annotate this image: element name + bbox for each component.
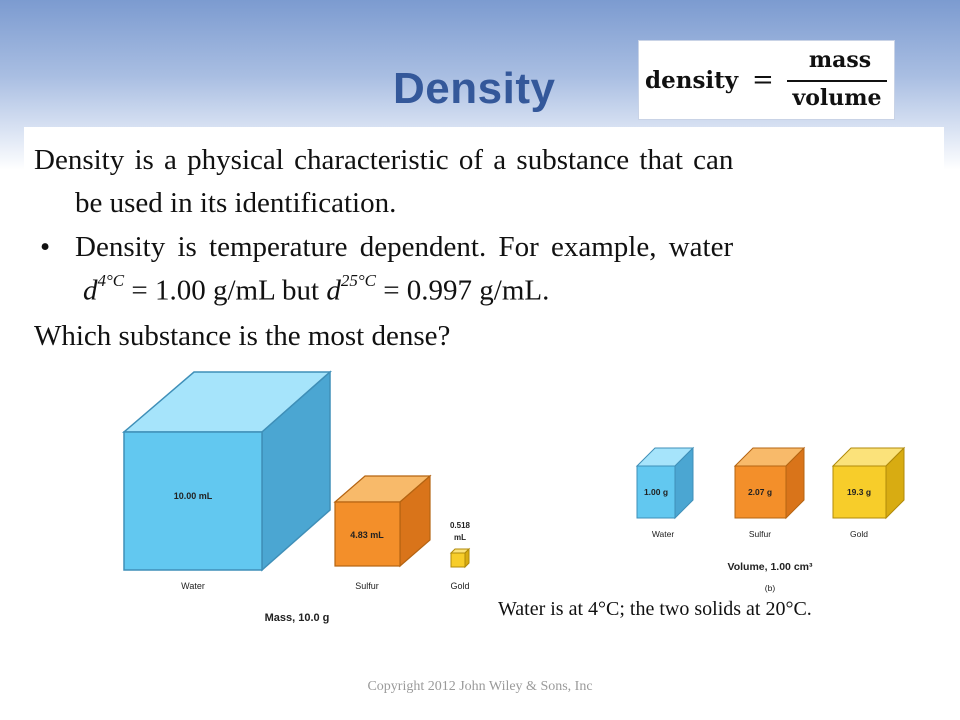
water-label: Water xyxy=(181,581,205,591)
temperature-superscript: 25°C xyxy=(340,271,376,290)
density-value-text: = 0.997 g/mL. xyxy=(375,274,550,307)
fraction-bar xyxy=(787,80,887,82)
copyright-notice: Copyright 2012 John Wiley & Sons, Inc xyxy=(367,679,593,694)
gold-volume-unit: mL xyxy=(454,533,466,542)
water-label: Water xyxy=(651,529,675,539)
gold-cube xyxy=(450,521,471,567)
density-symbol: d xyxy=(83,274,98,307)
sulfur-mass-label: 2.07 g xyxy=(747,487,773,497)
gold-cube-small xyxy=(833,448,904,518)
sulfur-label: Sulfur xyxy=(748,529,772,539)
sulfur-volume-label: 4.83 mL xyxy=(350,530,384,540)
density-symbol: d xyxy=(326,274,341,307)
figure-b-footer: Volume, 1.00 cm³ xyxy=(727,561,813,573)
body-line-4 xyxy=(83,271,550,308)
figure-a-footer: Mass, 10.0 g xyxy=(264,612,330,624)
water-mass-label: 1.00 g xyxy=(643,487,669,497)
sulfur-label: Sulfur xyxy=(355,581,379,591)
figure-equal-volume xyxy=(625,436,920,596)
density-formula xyxy=(638,40,895,120)
water-volume-label: 10.00 mL xyxy=(173,491,213,501)
sulfur-cube-small xyxy=(735,448,804,518)
density-value-text: = 1.00 g/mL but xyxy=(124,274,327,307)
slide-body xyxy=(24,127,944,357)
formula-density: density xyxy=(645,67,739,94)
temperature-superscript: 4°C xyxy=(97,271,125,290)
body-line-3: Density is temperature dependent. For example, water xyxy=(75,231,734,263)
gold-label: Gold xyxy=(850,529,868,539)
formula-numerator: mass xyxy=(808,47,872,73)
body-line-1: Density is a physical characteristic of a substance that can xyxy=(34,144,734,176)
figure-caption: Water is at 4°C; the two solids at 20°C. xyxy=(498,598,812,620)
formula-equals: = xyxy=(752,65,774,95)
slide-title: Density xyxy=(393,64,556,113)
figure-b-part-label: (b) xyxy=(764,583,776,593)
gold-mass-label: 19.3 g xyxy=(846,487,872,497)
gold-volume-label: 0.518 xyxy=(449,521,471,530)
sulfur-cube xyxy=(335,476,430,566)
body-question: Which substance is the most dense? xyxy=(34,320,451,352)
gold-label: Gold xyxy=(450,581,470,591)
figure-equal-mass xyxy=(112,370,482,630)
water-cube-small xyxy=(637,448,693,518)
formula-denominator: volume xyxy=(792,85,882,111)
body-line-2: be used in its identification. xyxy=(75,187,397,219)
water-cube xyxy=(124,372,330,570)
bullet-marker: • xyxy=(40,231,51,263)
